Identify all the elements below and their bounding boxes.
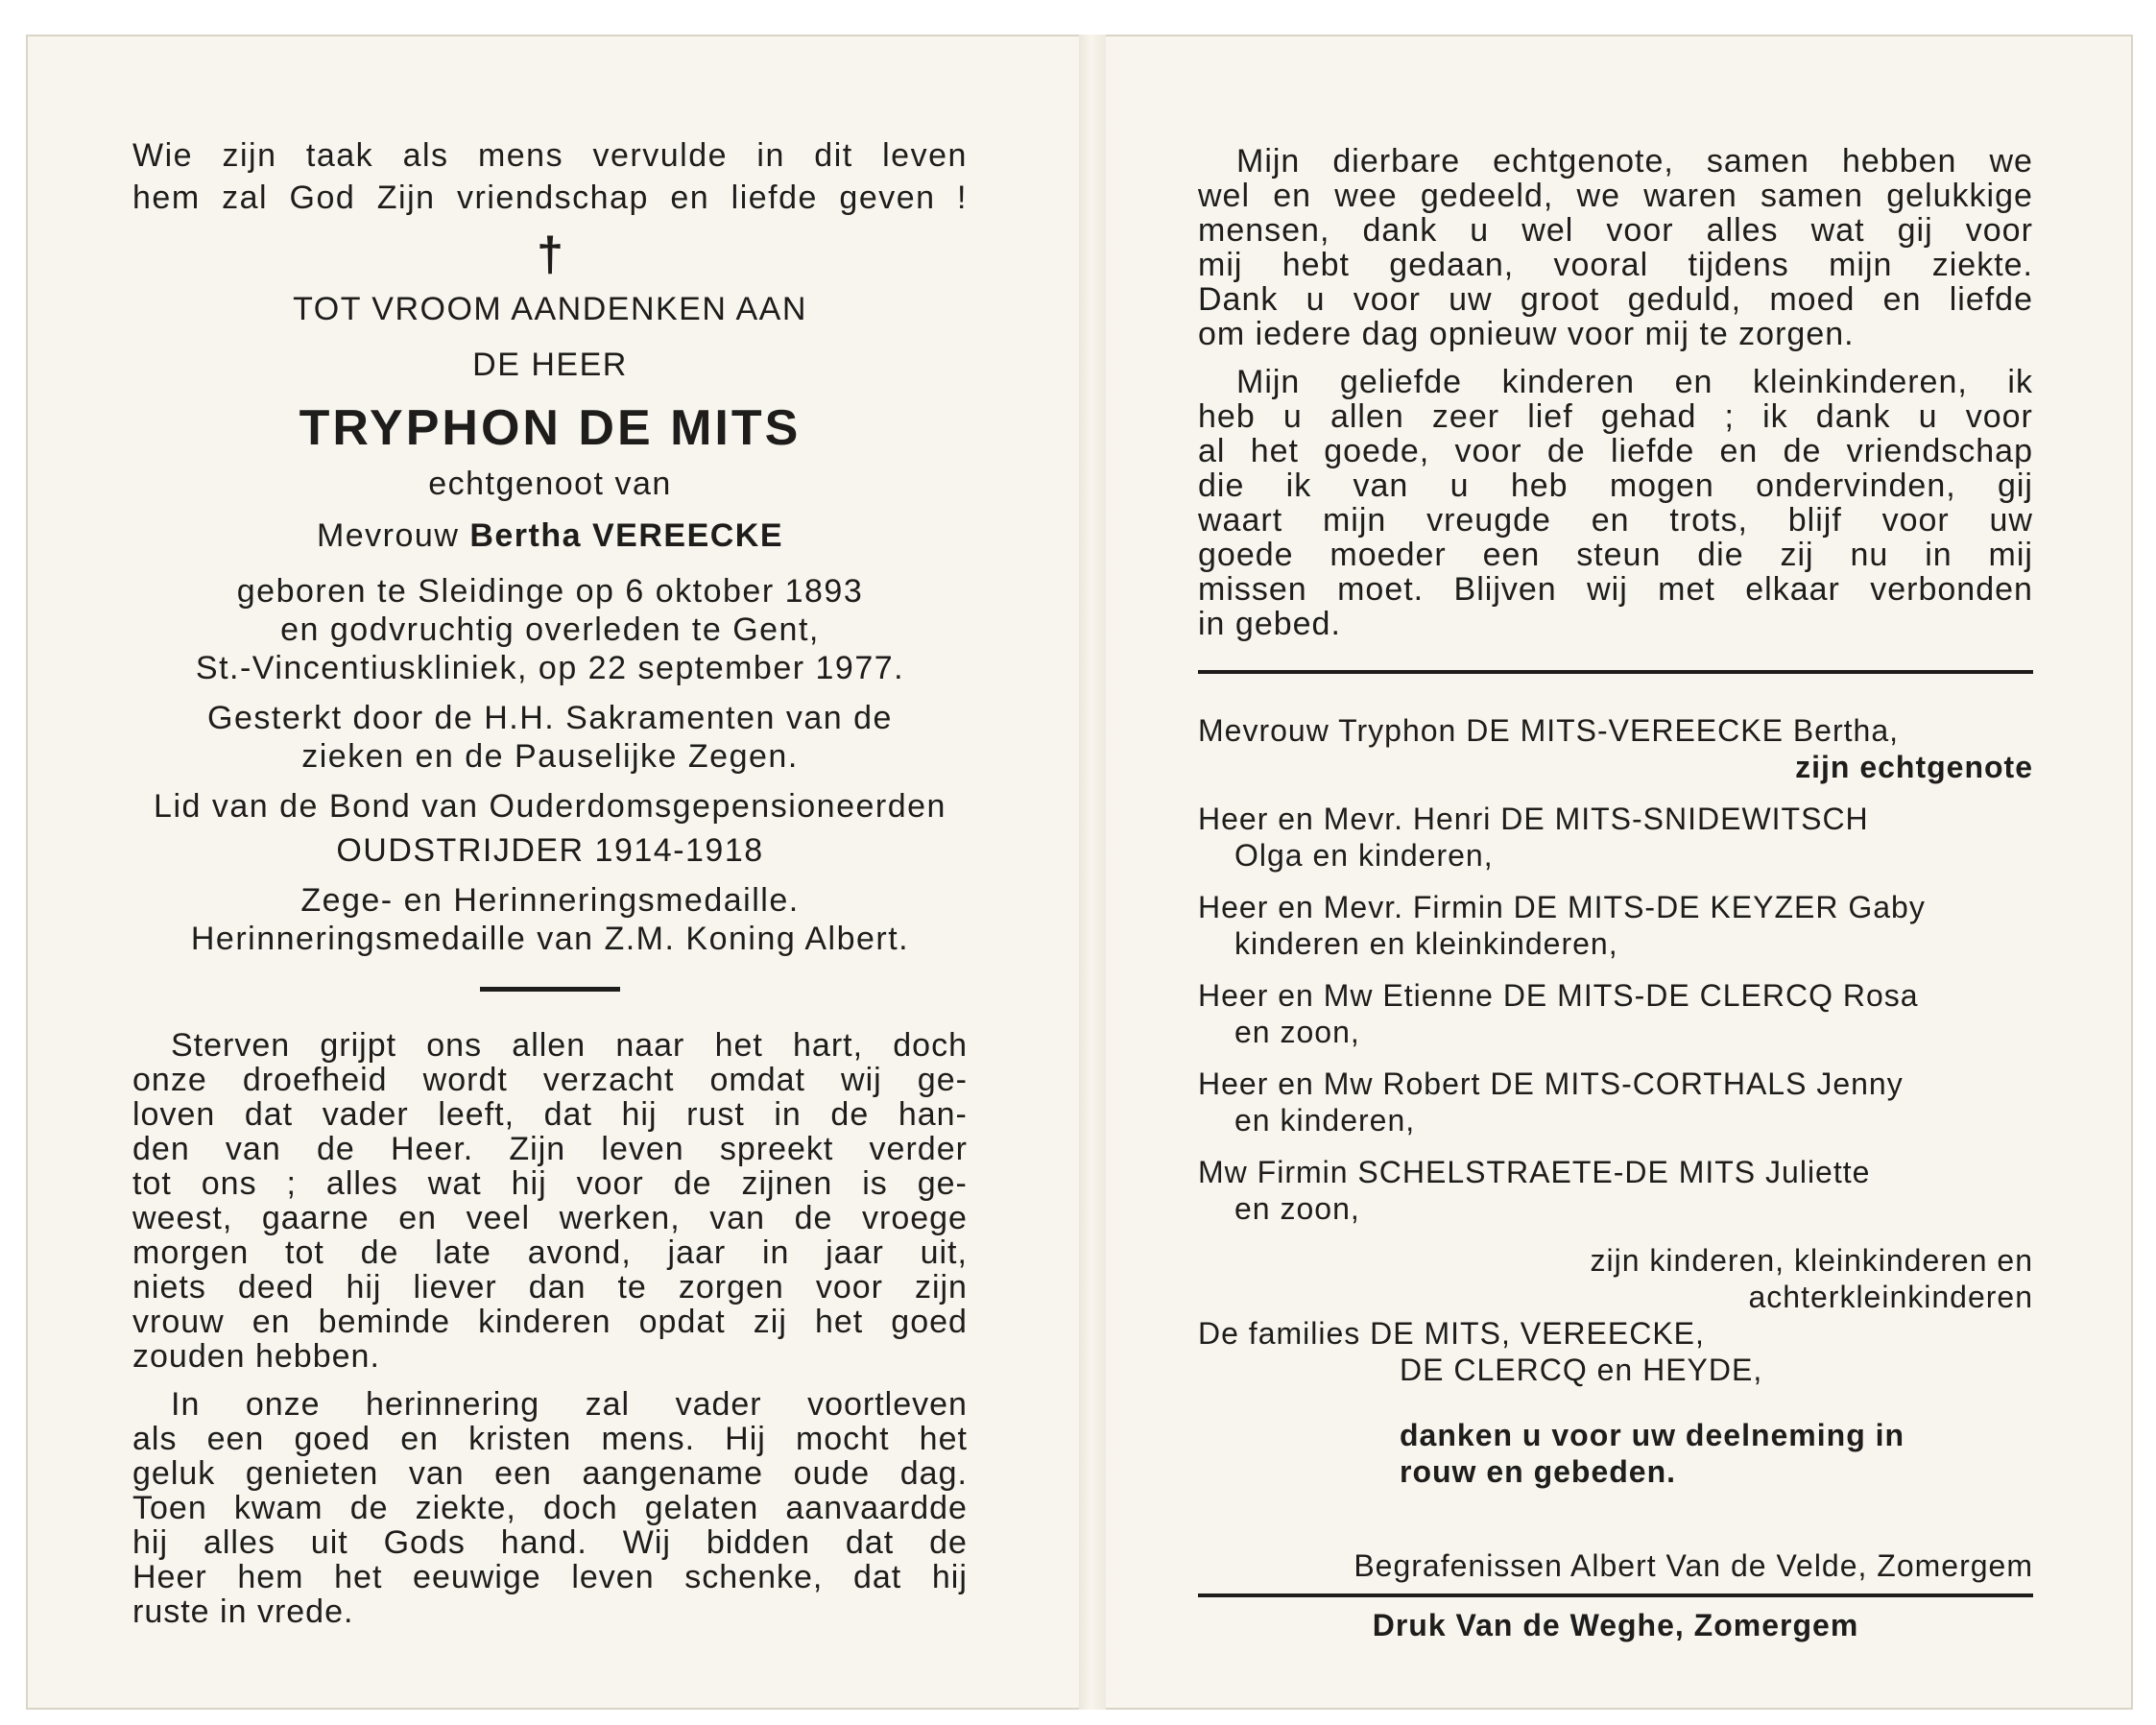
family-entry: Heer en Mevr. Henri DE MITS-SNIDEWITSCH (1198, 802, 1869, 836)
farewell-line: mij hebt gedaan, vooral tijdens mijn ziekte. (1198, 247, 2033, 283)
farewell-line: heb u allen zeer lief gehad ; ik dank u voor (1198, 398, 2033, 435)
families-line-2: DE CLERCQ en HEYDE, (1400, 1353, 1763, 1387)
undertaker-line: Begrafenissen Albert Van de Velde, Zomergem (1353, 1548, 2033, 1583)
family-entry-sub: en zoon, (1234, 1191, 1360, 1226)
eulogy-line: Sterven grijpt ons allen naar het hart, doch (171, 1027, 968, 1064)
card-fold (1079, 35, 1106, 1710)
eulogy-line: morgen tot de late avond, jaar in jaar uit, (132, 1234, 968, 1271)
farewell-line: Mijn geliefde kinderen en kleinkinderen, ik (1236, 364, 2033, 400)
family-list (1198, 712, 2033, 1388)
veteran-line: OUDSTRIJDER 1914-1918 (336, 832, 764, 869)
farewell-line: om iedere dag opnieuw voor mij te zorgen. (1198, 316, 1855, 352)
left-panel (132, 134, 968, 1629)
farewell-line: Dank u voor uw groot geduld, moed en liefde (1198, 281, 2033, 318)
spouse-entry: Mevrouw Tryphon DE MITS-VEREECKE Bertha, (1198, 713, 1899, 748)
eulogy-line: vrouw en beminde kinderen opdat zij het goed (132, 1304, 968, 1340)
eulogy-line: als een goed en kristen mens. Hij mocht het (132, 1421, 968, 1457)
eulogy-line: Heer hem het eeuwige leven schenke, dat hij (132, 1559, 968, 1595)
sacraments-line-1: Gesterkt door de H.H. Sakramenten van de (207, 700, 893, 736)
divider (1198, 1593, 2033, 1597)
family-entry: Heer en Mevr. Firmin DE MITS-DE KEYZER Gaby (1198, 890, 1926, 924)
eulogy-line: tot ons ; alles wat hij voor de zijnen is ge- (132, 1165, 968, 1202)
eulogy-line: In onze herinnering zal vader voortleven (171, 1386, 968, 1423)
eulogy-line: ruste in vrede. (132, 1593, 354, 1630)
farewell-line: missen moet. Blijven wij met elkaar verbonden (1198, 571, 2033, 608)
eulogy-line: geluk genieten van een aangename oude dag. (132, 1455, 968, 1492)
printer-line: Druk Van de Weghe, Zomergem (1372, 1608, 1859, 1642)
right-panel (1198, 144, 2033, 1643)
farewell-line: goede moeder een steun die zij nu in mij (1198, 537, 2033, 573)
eulogy-paragraph-2 (132, 1387, 968, 1629)
spouse-name: Bertha VEREECKE (469, 517, 784, 554)
spouse-intro: echtgenoot van (428, 466, 672, 502)
thanks-text (1198, 1417, 2033, 1490)
spouse-prefix: Mevrouw (316, 517, 460, 554)
farewell-line: wel en wee gedeeld, we waren samen gelukkige (1198, 178, 2033, 214)
families-line-1: De families DE MITS, VEREECKE, (1198, 1316, 1705, 1351)
intro-text: TOT VROOM AANDENKEN AAN (293, 291, 807, 327)
descendants-line-1: zijn kinderen, kleinkinderen en (1590, 1243, 2033, 1278)
title-prefix: DE HEER (472, 347, 628, 383)
family-entry-sub: en zoon, (1234, 1015, 1360, 1049)
farewell-paragraph-2 (1198, 365, 2033, 641)
farewell-line: in gebed. (1198, 606, 1341, 642)
family-entry-sub: en kinderen, (1234, 1103, 1416, 1138)
eulogy-line: weest, gaarne en veel werken, van de vroege (132, 1200, 968, 1236)
eulogy-paragraph-1 (132, 1028, 968, 1374)
eulogy-line: zouden hebben. (132, 1338, 380, 1375)
medals-line-2: Herinneringsmedaille van Z.M. Koning Albert. (190, 921, 910, 957)
spouse-line (132, 516, 968, 555)
family-entry: Mw Firmin SCHELSTRAETE-DE MITS Juliette (1198, 1155, 1871, 1189)
eulogy-line: den van de Heer. Zijn leven spreekt verder (132, 1131, 968, 1167)
thanks-line-1: danken u voor uw deelneming in (1400, 1418, 1905, 1452)
eulogy-line: Toen kwam de ziekte, doch gelaten aanvaardde (132, 1490, 968, 1526)
sacraments-line-2: zieken en de Pauselijke Zegen. (301, 738, 799, 775)
eulogy-line: loven dat vader leeft, dat hij rust in de han- (132, 1096, 968, 1133)
farewell-line: die ik van u heb mogen ondervinden, gij (1198, 467, 2033, 504)
eulogy-line: hij alles uit Gods hand. Wij bidden dat de (132, 1524, 968, 1561)
divider (1198, 670, 2033, 674)
family-entry: Heer en Mw Robert DE MITS-CORTHALS Jenny (1198, 1066, 1904, 1101)
descendants-line-2: achterkleinkinderen (1748, 1280, 2033, 1314)
farewell-line: waart mijn vreugde en trots, blijf voor uw (1198, 502, 2033, 539)
family-entry: Heer en Mw Etienne DE MITS-DE CLERCQ Rosa (1198, 978, 1919, 1013)
motto-line-1: Wie zijn taak als mens vervulde in dit leven (132, 137, 968, 174)
deceased-name: TRYPHON DE MITS (299, 400, 802, 456)
farewell-line: al het goede, voor de liefde en de vriendschap (1198, 433, 2033, 469)
death-place-line: St.-Vincentiuskliniek, op 22 september 1977. (195, 650, 905, 686)
death-line: en godvruchtig overleden te Gent, (280, 611, 820, 648)
medals-line-1: Zege- en Herinneringsmedaille. (300, 882, 800, 919)
eulogy-line: onze droefheid wordt verzacht omdat wij ge- (132, 1062, 968, 1098)
family-entry-sub: kinderen en kleinkinderen, (1234, 926, 1618, 961)
birth-line: geboren te Sleidinge op 6 oktober 1893 (236, 573, 864, 610)
farewell-line: mensen, dank u wel voor alles wat gij voor (1198, 212, 2033, 249)
eulogy-line: niets deed hij liever dan te zorgen voor zijn (132, 1269, 968, 1306)
farewell-line: Mijn dierbare echtgenote, samen hebben we (1236, 143, 2033, 180)
cross-icon: † (537, 228, 563, 281)
farewell-paragraph-1 (1198, 144, 2033, 351)
membership-line: Lid van de Bond van Ouderdomsgepensioneerden (154, 788, 946, 825)
motto-line-2: hem zal God Zijn vriendschap en liefde geven ! (132, 180, 968, 216)
thanks-line-2: rouw en gebeden. (1400, 1454, 1677, 1489)
divider (480, 987, 620, 992)
family-entry-sub: Olga en kinderen, (1234, 838, 1494, 873)
spouse-role: zijn echtgenote (1795, 750, 2033, 784)
